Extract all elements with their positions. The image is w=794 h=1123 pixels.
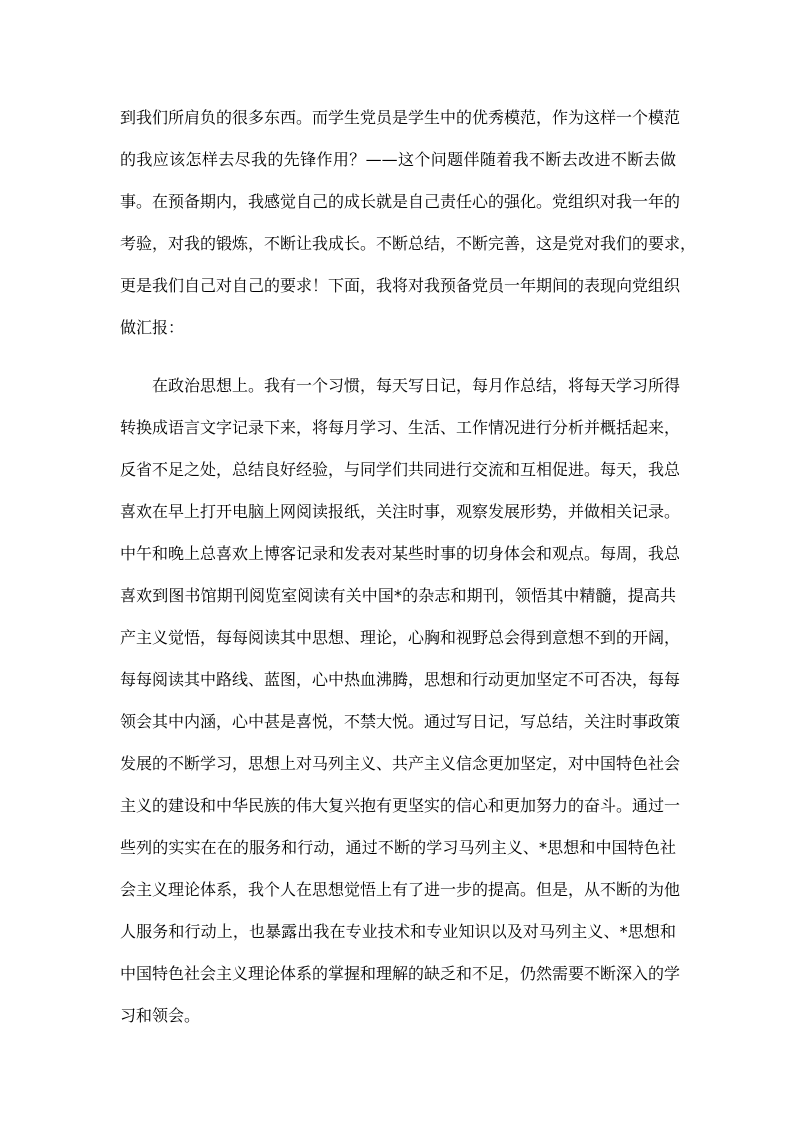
text-line: 喜欢在早上打开电脑上网阅读报纸，关注时事，观察发展形势，并做相关记录。: [120, 502, 681, 521]
text-line: 会主义理论体系，我个人在思想觉悟上有了进一步的提高。但是，从不断的为他: [120, 880, 681, 899]
text-line: 考验，对我的锻炼，不断让我成长。不断总结，不断完善，这是党对我们的要求，: [120, 234, 697, 253]
text-line: 中午和晚上总喜欢上博客记录和发表对某些时事的切身体会和观点。每周，我总: [120, 544, 681, 563]
text-line: 事。在预备期内，我感觉自己的成长就是自己责任心的强化。党组织对我一年的: [120, 192, 681, 211]
text-line: 到我们所肩负的很多东西。而学生党员是学生中的优秀模范，作为这样一个模范: [120, 108, 681, 127]
text-line: 每每阅读其中路线、蓝图，心中热血沸腾，思想和行动更加坚定不可否决，每每: [120, 670, 681, 689]
text-line: 主义的建设和中华民族的伟大复兴抱有更坚实的信心和更加努力的奋斗。通过一: [120, 796, 681, 815]
text-line: 反省不足之处，总结良好经验，与同学们共同进行交流和互相促进。每天，我总: [120, 460, 681, 479]
text-line: 习和领会。: [120, 1006, 201, 1025]
text-line: 产主义觉悟，每每阅读其中思想、理论，心胸和视野总会得到意想不到的开阔，: [120, 628, 681, 647]
text-line: 转换成语言文字记录下来，将每月学习、生活、工作情况进行分析并概括起来，: [120, 418, 681, 437]
text-line: 些列的实实在在的服务和行动，通过不断的学习马列主义、*思想和中国特色社: [120, 838, 676, 857]
text-line: 人服务和行动上，也暴露出我在专业技术和专业知识以及对马列主义、*思想和: [120, 922, 676, 941]
text-line: 中国特色社会主义理论体系的掌握和理解的缺乏和不足，仍然需要不断深入的学: [120, 964, 681, 983]
text-line: 做汇报：: [120, 318, 185, 337]
text-line: 的我应该怎样去尽我的先锋作用？——这个问题伴随着我不断去改进不断去做: [120, 150, 676, 169]
text-line-first: 在政治思想上。我有一个习惯，每天写日记，每月作总结，将每天学习所得: [152, 376, 681, 395]
text-line: 更是我们自己对自己的要求！下面，我将对我预备党员一年期间的表现向党组织: [120, 276, 681, 295]
text-line: 领会其中内涵，心中甚是喜悦，不禁大悦。通过写日记，写总结，关注时事政策: [120, 712, 681, 731]
text-line: 喜欢到图书馆期刊阅览室阅读有关中国*的杂志和期刊，领悟其中精髓，提高共: [120, 586, 676, 605]
text-line: 发展的不断学习，思想上对马列主义、共产主义信念更加坚定，对中国特色社会: [120, 754, 681, 773]
